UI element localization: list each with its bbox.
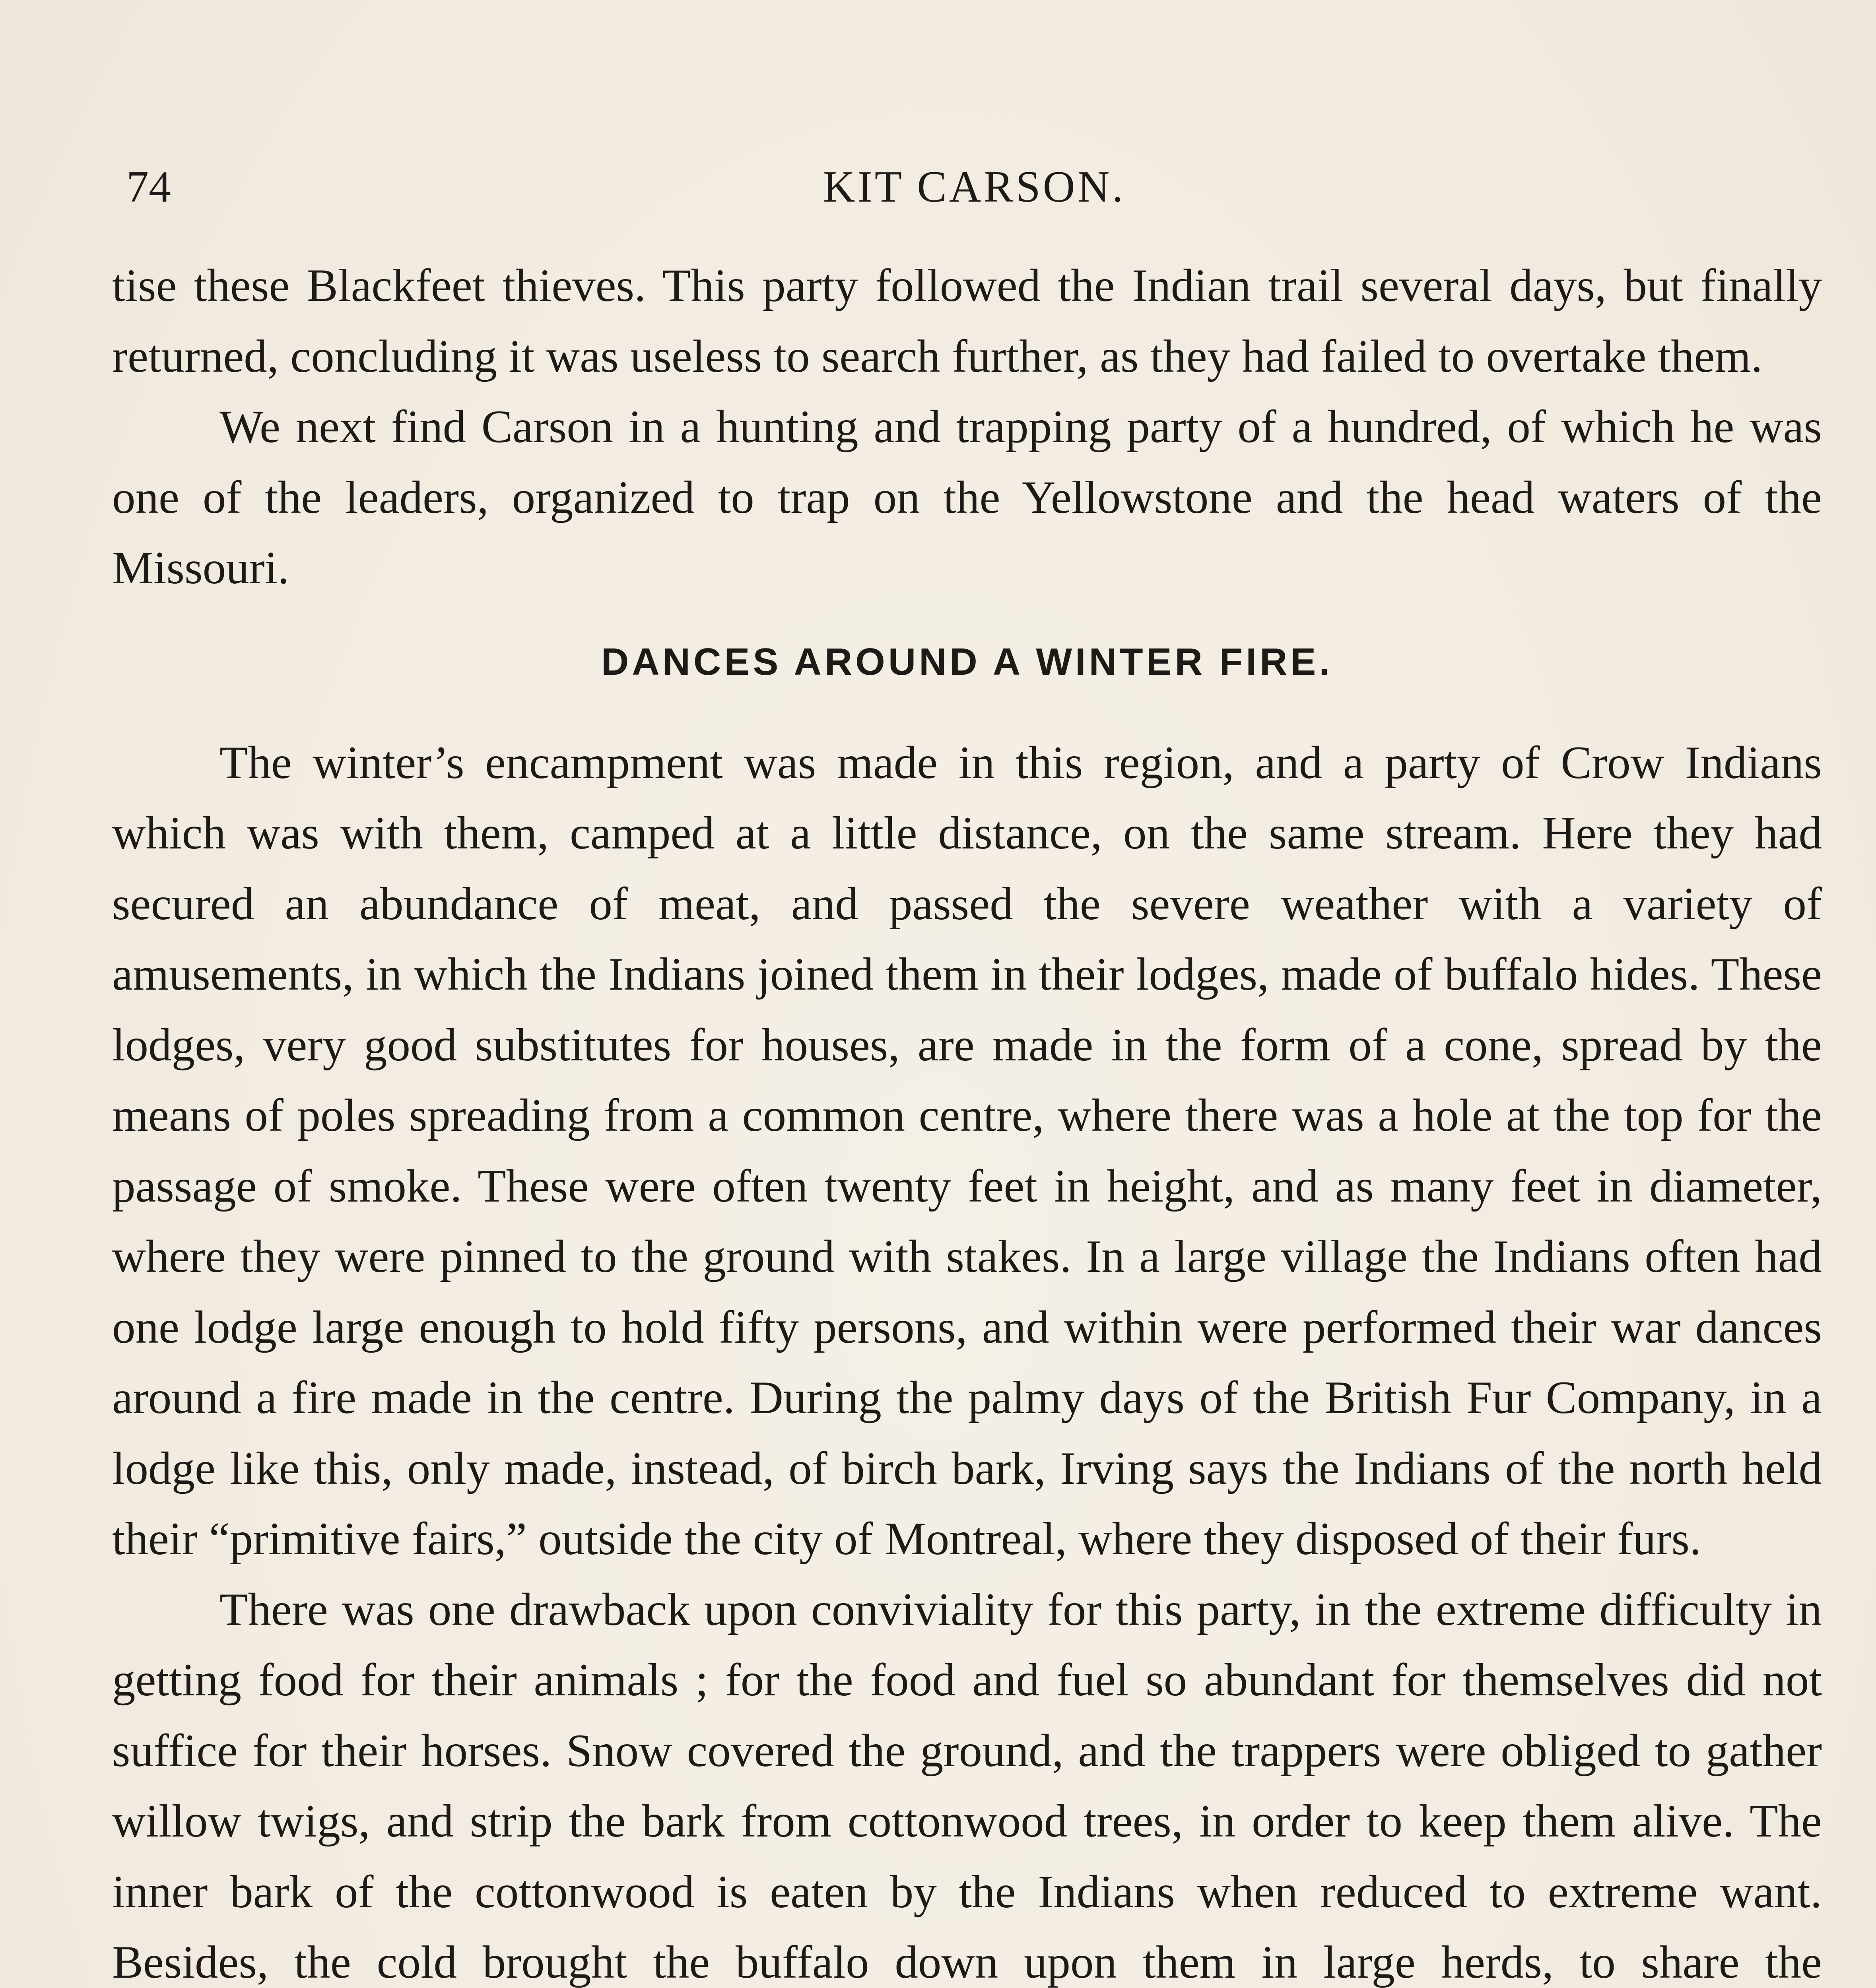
section-heading: DANCES AROUND A WINTER FIRE. bbox=[601, 640, 1333, 683]
paragraph-carson-hunting-party: We next find Carson in a hunting and trapping party of a hundred, of which he was one of the leaders, organized to trap on the Yellowstone and the head waters of the Missouri. bbox=[112, 401, 1822, 594]
paragraph-drawback: There was one drawback upon conviviality for this party, in the extreme difficulty in getting food for their animals ; for the food and fuel so abundant for themselves did not suffice for their horses. Snow covered the ground, and the trappers were obliged to gather willow twigs, and strip the bark from cottonwood trees, in order to keep them alive. The inner bark of the cottonwood is eaten by the Indians when reduced to extreme want. Besides, the cold brought the buffalo down upon them in large herds, to share the bbox=[112, 1584, 1822, 1988]
running-head bbox=[126, 151, 1822, 223]
body-text bbox=[112, 250, 1822, 1988]
paragraph-continued: tise these Blackfeet thieves. This party followed the Indian trail several days, but finally returned, concluding it was useless to search further, as they had failed to overtake them. bbox=[112, 260, 1822, 382]
running-title: KIT CARSON. bbox=[823, 162, 1126, 212]
page-number: 74 bbox=[126, 162, 171, 212]
paragraph-winter-encampment: The winter’s encampment was made in this region, and a party of Crow Indians which was with them, camped at a little distance, on the same stream. Here they had secured an abundance of meat, and passed the severe weather with a variety of amusements, in which the Indians joined them in their lodges, made of buffalo hides. These lodges, very good substitutes for houses, are made in the form of a cone, spread by the means of poles spreading from a common centre, where there was a hole at the top for the passage of smoke. These were often twenty feet in height, and as many feet in diameter, where they were pinned to the ground with stakes. In a large village the Indians often had one lodge large enough to hold fifty persons, and within were performed their war dances around a fire made in the centre. During the palmy days of the British Fur Company, in a lodge like this, only made, instead, of birch bark, Irving says the Indians of the north held their “primitive fairs,” outside the city of Montreal, where they disposed of their furs. bbox=[112, 737, 1822, 1565]
